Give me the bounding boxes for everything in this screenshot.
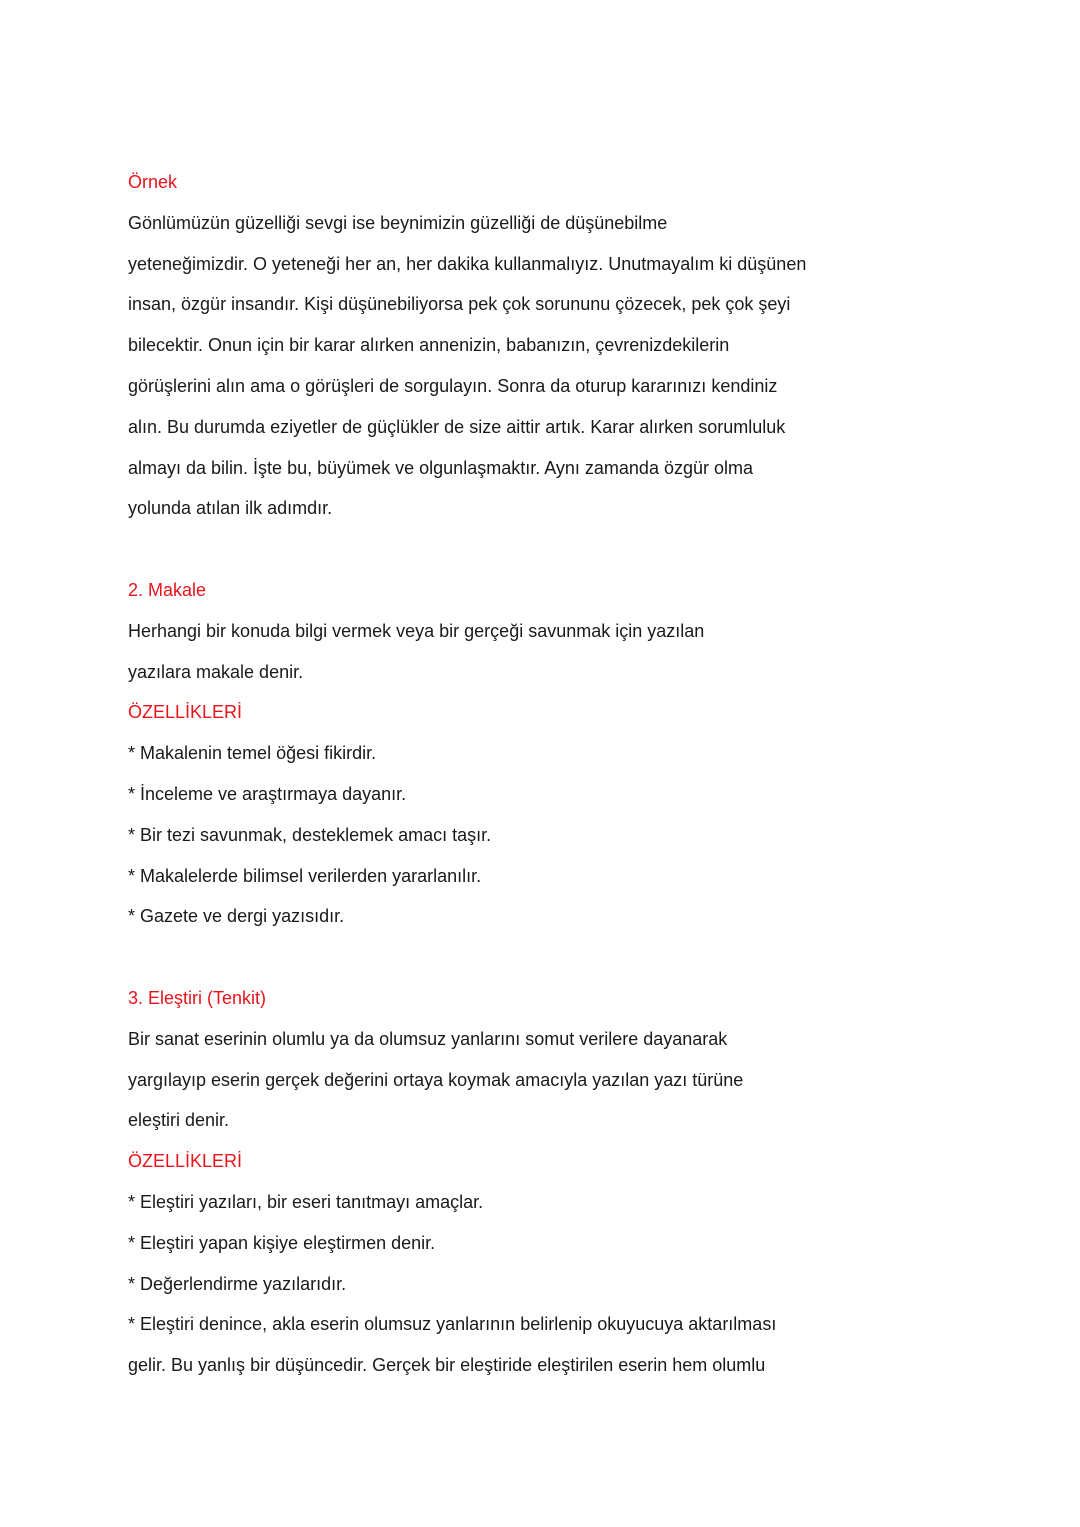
- ornek-line: bilecektir. Onun için bir karar alırken annenizin, babanızın, çevrenizdekilerin: [128, 335, 730, 356]
- elestiri-line: Bir sanat eserinin olumlu ya da olumsuz yanlarını somut verilere dayanarak: [128, 1028, 728, 1049]
- makale-line: yazılara makale denir.: [128, 661, 304, 682]
- ornek-line: yeteneğimizdir. O yeteneği her an, her dakika kullanmalıyız. Unutmayalım ki düşünen: [128, 253, 807, 274]
- document-page: [128, 162, 848, 1386]
- makale-line: Herhangi bir konuda bilgi vermek veya bir gerçeği savunmak için yazılan: [128, 620, 705, 641]
- ornek-line: yolunda atılan ilk adımdır.: [128, 498, 333, 519]
- features-heading-elestiri: ÖZELLİKLERİ: [128, 1151, 243, 1172]
- elestiri-feature-item: * Değerlendirme yazılarıdır.: [128, 1273, 347, 1294]
- makale-feature-item: * İnceleme ve araştırmaya dayanır.: [128, 783, 407, 804]
- ornek-line: Gönlümüzün güzelliği sevgi ise beynimizin güzelliği de düşünebilme: [128, 212, 668, 233]
- makale-feature-item: * Makalenin temel öğesi fikirdir.: [128, 743, 377, 764]
- ornek-line: alın. Bu durumda eziyetler de güçlükler de size aittir artık. Karar alırken sorumluluk: [128, 416, 786, 437]
- section-heading-ornek: Örnek: [128, 172, 178, 192]
- ornek-line: görüşlerini alın ama o görüşleri de sorgulayın. Sonra da oturup kararınızı kendiniz: [128, 375, 778, 396]
- features-heading-makale: ÖZELLİKLERİ: [128, 702, 243, 723]
- section-spacer: [128, 937, 848, 978]
- elestiri-line: eleştiri denir.: [128, 1110, 230, 1131]
- elestiri-feature-item: gelir. Bu yanlış bir düşüncedir. Gerçek bir eleştiride eleştirilen eserin hem olumlu: [128, 1355, 766, 1376]
- elestiri-feature-item: * Eleştiri yazıları, bir eseri tanıtmayı amaçlar.: [128, 1191, 484, 1212]
- elestiri-feature-item: * Eleştiri yapan kişiye eleştirmen denir.: [128, 1232, 436, 1253]
- ornek-line: insan, özgür insandır. Kişi düşünebiliyorsa pek çok sorununu çözecek, pek çok şeyi: [128, 294, 791, 315]
- ornek-line: almayı da bilin. İşte bu, büyümek ve olgunlaşmaktır. Aynı zamanda özgür olma: [128, 457, 753, 478]
- makale-feature-item: * Makalelerde bilimsel verilerden yararlanılır.: [128, 865, 482, 886]
- makale-feature-item: * Bir tezi savunmak, desteklemek amacı taşır.: [128, 824, 492, 845]
- section-heading-makale: 2. Makale: [128, 579, 207, 600]
- section-heading-elestiri: 3. Eleştiri (Tenkit): [128, 987, 267, 1008]
- section-spacer: [128, 529, 848, 570]
- elestiri-line: yargılayıp eserin gerçek değerini ortaya koymak amacıyla yazılan yazı türüne: [128, 1069, 744, 1090]
- elestiri-feature-item: * Eleştiri denince, akla eserin olumsuz yanlarının belirlenip okuyucuya aktarılması: [128, 1314, 777, 1335]
- makale-feature-item: * Gazete ve dergi yazısıdır.: [128, 906, 345, 927]
